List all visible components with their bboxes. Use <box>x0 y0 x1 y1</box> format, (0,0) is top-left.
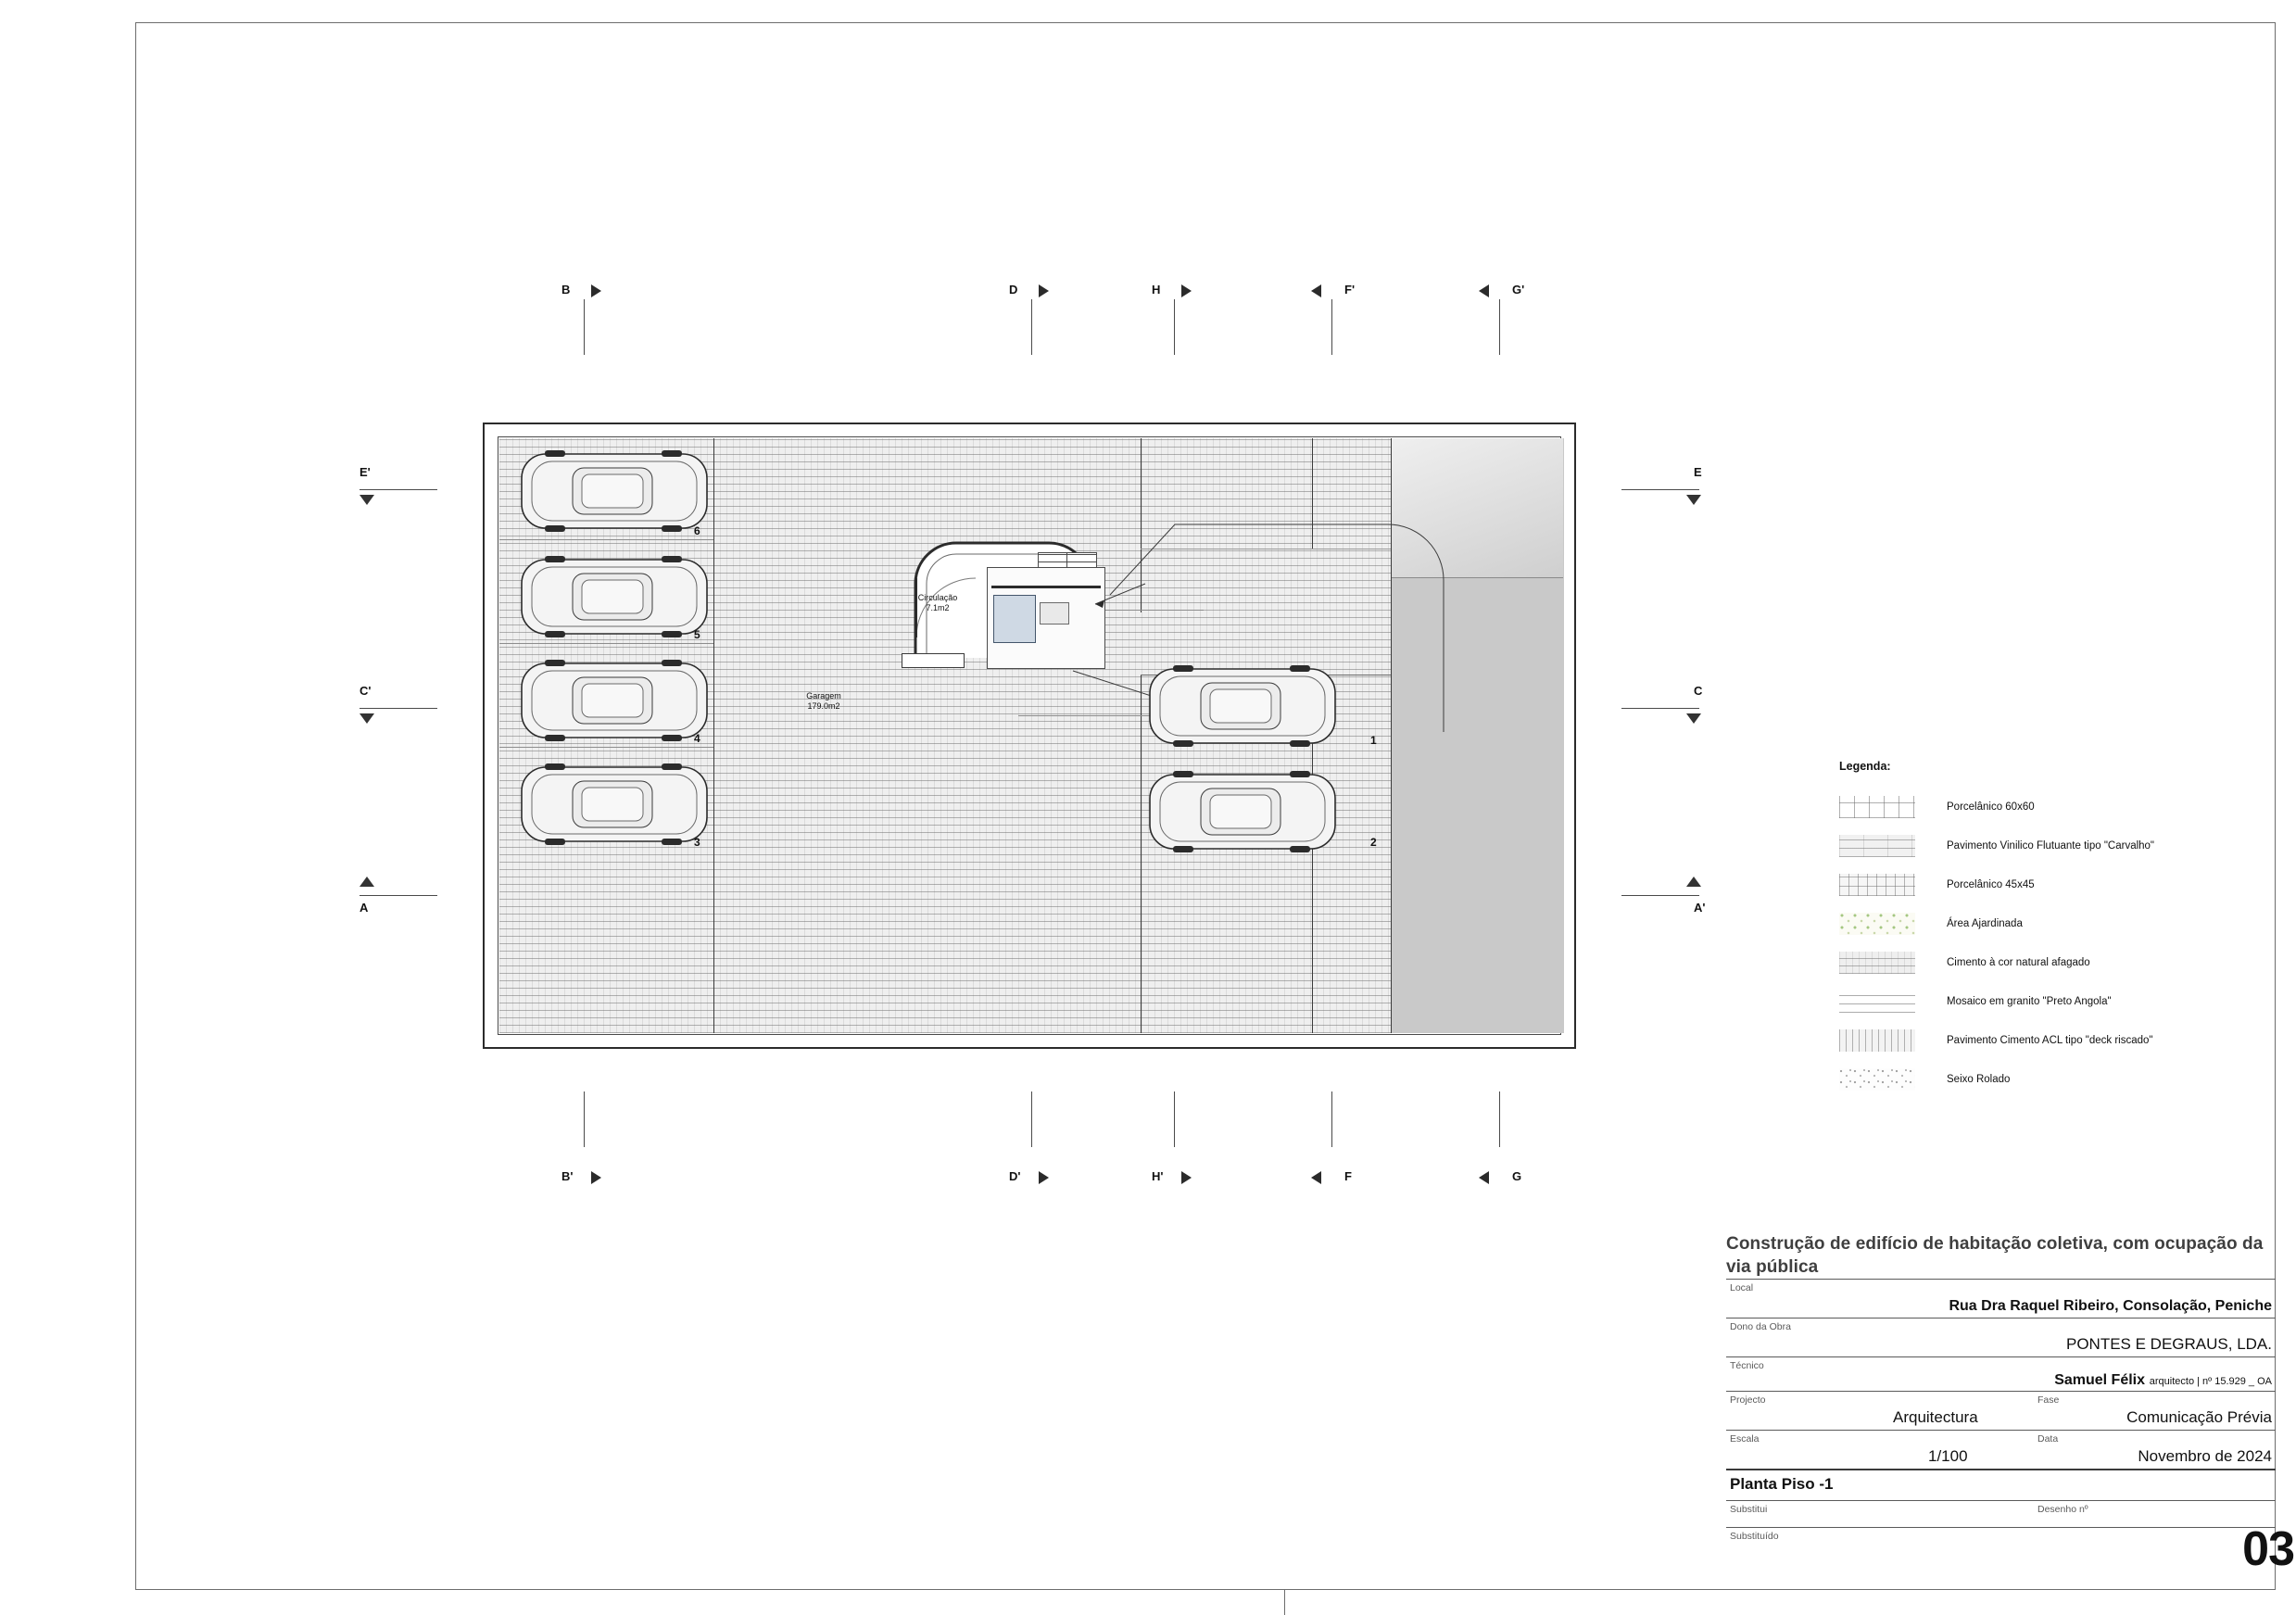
section-arrow-left-icon <box>1311 1171 1321 1184</box>
legend-item <box>1839 865 2228 904</box>
legend-swatch-deck-riscado <box>1839 1029 1915 1052</box>
section-marker-label: B <box>561 283 571 297</box>
section-marker-label: G <box>1512 1169 1522 1183</box>
legend-item <box>1839 826 2228 865</box>
section-marker-label: A' <box>1694 901 1706 915</box>
bay-number: 1 <box>1370 734 1377 747</box>
section-marker-label: D' <box>1009 1169 1021 1183</box>
section-arrow-right-icon <box>591 1171 601 1184</box>
section-marker-label: C <box>1694 684 1703 698</box>
room-area: 7.1m2 <box>926 603 950 612</box>
room-label-circulacao <box>899 593 977 613</box>
legend-label: Mosaico em granito "Preto Angola" <box>1947 996 2112 1007</box>
field-caption: Local <box>1730 1282 1754 1293</box>
field-caption-2: Data <box>2037 1433 2059 1445</box>
field-value: PONTES E DEGRAUS, LDA. <box>2066 1335 2272 1353</box>
field-value-2: Comunicação Prévia <box>2126 1408 2272 1426</box>
structural-line <box>713 438 714 1033</box>
legend-item <box>1839 788 2228 826</box>
legend-label: Cimento à cor natural afagado <box>1947 957 2090 968</box>
legend-swatch-area-ajardinada <box>1839 913 1915 935</box>
legend-swatch-seixo-rolado <box>1839 1068 1915 1091</box>
section-arrow-down-icon <box>360 495 374 505</box>
legend-label: Pavimento Vinilico Flutuante tipo "Carvalho" <box>1947 840 2155 852</box>
section-arrow-left-icon <box>1479 1171 1489 1184</box>
section-arrow-right-icon <box>591 284 601 297</box>
car-symbol <box>519 448 710 534</box>
field-caption: Escala <box>1730 1433 1760 1445</box>
title-block-row-projecto-fase <box>1726 1391 2276 1430</box>
legend-label: Área Ajardinada <box>1947 918 2023 929</box>
legend-label: Porcelânico 45x45 <box>1947 879 2035 890</box>
legend-panel <box>1839 760 2228 1099</box>
legend-item <box>1839 1060 2228 1099</box>
legend-label: Seixo Rolado <box>1947 1074 2011 1085</box>
bay-divider <box>499 539 713 540</box>
legend-item <box>1839 943 2228 982</box>
section-arrow-right-icon <box>1181 284 1192 297</box>
title-block-row-substituido <box>1726 1527 2276 1554</box>
room-label-garagem <box>773 691 875 712</box>
section-arrow-up-icon <box>1686 877 1701 887</box>
field-value-2: Novembro de 2024 <box>2138 1447 2272 1465</box>
field-value: 1/100 <box>1928 1447 1968 1465</box>
bay-number: 6 <box>694 524 700 537</box>
section-marker-label: F <box>1344 1169 1352 1183</box>
legend-item <box>1839 904 2228 943</box>
bay-divider <box>499 643 713 644</box>
lift-car <box>993 595 1036 643</box>
section-marker-label: F' <box>1344 283 1356 297</box>
room-area: 179.0m2 <box>807 701 840 711</box>
section-marker-label: H <box>1152 283 1161 297</box>
section-arrow-up-icon <box>360 877 374 887</box>
bay-number: 5 <box>694 628 700 641</box>
bay-number: 3 <box>694 836 700 849</box>
section-marker-label: A <box>360 901 369 915</box>
legend-swatch-porcelanico-45x45 <box>1839 874 1915 896</box>
field-caption: Substituído <box>1730 1531 1779 1542</box>
floor-plan-drawing <box>483 423 1576 1049</box>
section-arrow-left-icon <box>1311 284 1321 297</box>
bay-number: 2 <box>1370 836 1377 849</box>
legend-title: Legenda: <box>1839 760 1891 773</box>
field-value: Arquitectura <box>1893 1408 1978 1426</box>
field-caption: Técnico <box>1730 1360 1764 1371</box>
title-block <box>1726 1232 2276 1554</box>
drawing-title-row <box>1726 1469 2276 1500</box>
section-marker-label: B' <box>561 1169 574 1183</box>
section-arrow-down-icon <box>360 713 374 724</box>
section-marker-label: G' <box>1512 283 1525 297</box>
title-block-row-escala-data <box>1726 1430 2276 1469</box>
car-symbol <box>519 554 710 639</box>
room-name: Circulação <box>917 593 958 602</box>
section-arrow-right-icon <box>1039 1171 1049 1184</box>
field-caption: Projecto <box>1730 1394 1766 1406</box>
field-value <box>2054 1370 2272 1389</box>
title-block-row-local <box>1726 1279 2276 1318</box>
field-value: Rua Dra Raquel Ribeiro, Consolação, Peniche <box>1949 1298 2272 1314</box>
legend-swatch-cimento-afagado <box>1839 952 1915 974</box>
section-arrow-right-icon <box>1181 1171 1192 1184</box>
field-caption-drawing-no: Desenho nº <box>2037 1504 2088 1515</box>
plan-outer-wall <box>483 423 1576 1049</box>
section-arrow-left-icon <box>1479 284 1489 297</box>
field-caption: Dono da Obra <box>1730 1321 1791 1332</box>
legend-swatch-pavimento-vinilico <box>1839 835 1915 857</box>
title-block-row-dono-da-obra <box>1726 1318 2276 1356</box>
legend-swatch-porcelanico-60x60 <box>1839 796 1915 818</box>
car-symbol <box>519 762 710 847</box>
title-block-row-tecnico <box>1726 1356 2276 1391</box>
legend-item <box>1839 982 2228 1021</box>
car-symbol <box>519 658 710 743</box>
section-marker-label: C' <box>360 684 372 698</box>
title-block-row-substitui <box>1726 1500 2276 1527</box>
section-marker-label: H' <box>1152 1169 1164 1183</box>
step-threshold <box>902 653 965 668</box>
sheet-number: 03 <box>2242 1522 2294 1576</box>
field-caption-2: Fase <box>2037 1394 2060 1406</box>
bay-number: 4 <box>694 732 700 745</box>
sheet-fold-tick <box>1284 1590 1285 1615</box>
legend-label: Pavimento Cimento ACL tipo "deck riscado" <box>1947 1035 2153 1046</box>
technician-name: Samuel Félix <box>2054 1372 2146 1388</box>
car-symbol <box>1147 663 1338 749</box>
section-marker-label: E' <box>360 465 371 479</box>
project-description: Construção de edifício de habitação coletiva, com ocupação da via pública <box>1726 1234 2264 1277</box>
drawing-title: Planta Piso -1 <box>1730 1475 1834 1493</box>
section-marker-label: D <box>1009 283 1018 297</box>
legend-swatch-mosaico-granito <box>1839 990 1915 1013</box>
section-arrow-right-icon <box>1039 284 1049 297</box>
legend-item <box>1839 1021 2228 1060</box>
room-name: Garagem <box>806 691 841 700</box>
legend-label: Porcelânico 60x60 <box>1947 801 2035 813</box>
technician-registration: arquitecto | nº 15.929 _ OA <box>2149 1376 2272 1387</box>
bay-divider <box>499 747 713 748</box>
section-arrow-down-icon <box>1686 713 1701 724</box>
section-marker-label: E <box>1694 465 1702 479</box>
section-arrow-down-icon <box>1686 495 1701 505</box>
field-caption: Substitui <box>1730 1504 1768 1515</box>
car-symbol <box>1147 769 1338 854</box>
plan-inner-wall <box>498 436 1561 1035</box>
